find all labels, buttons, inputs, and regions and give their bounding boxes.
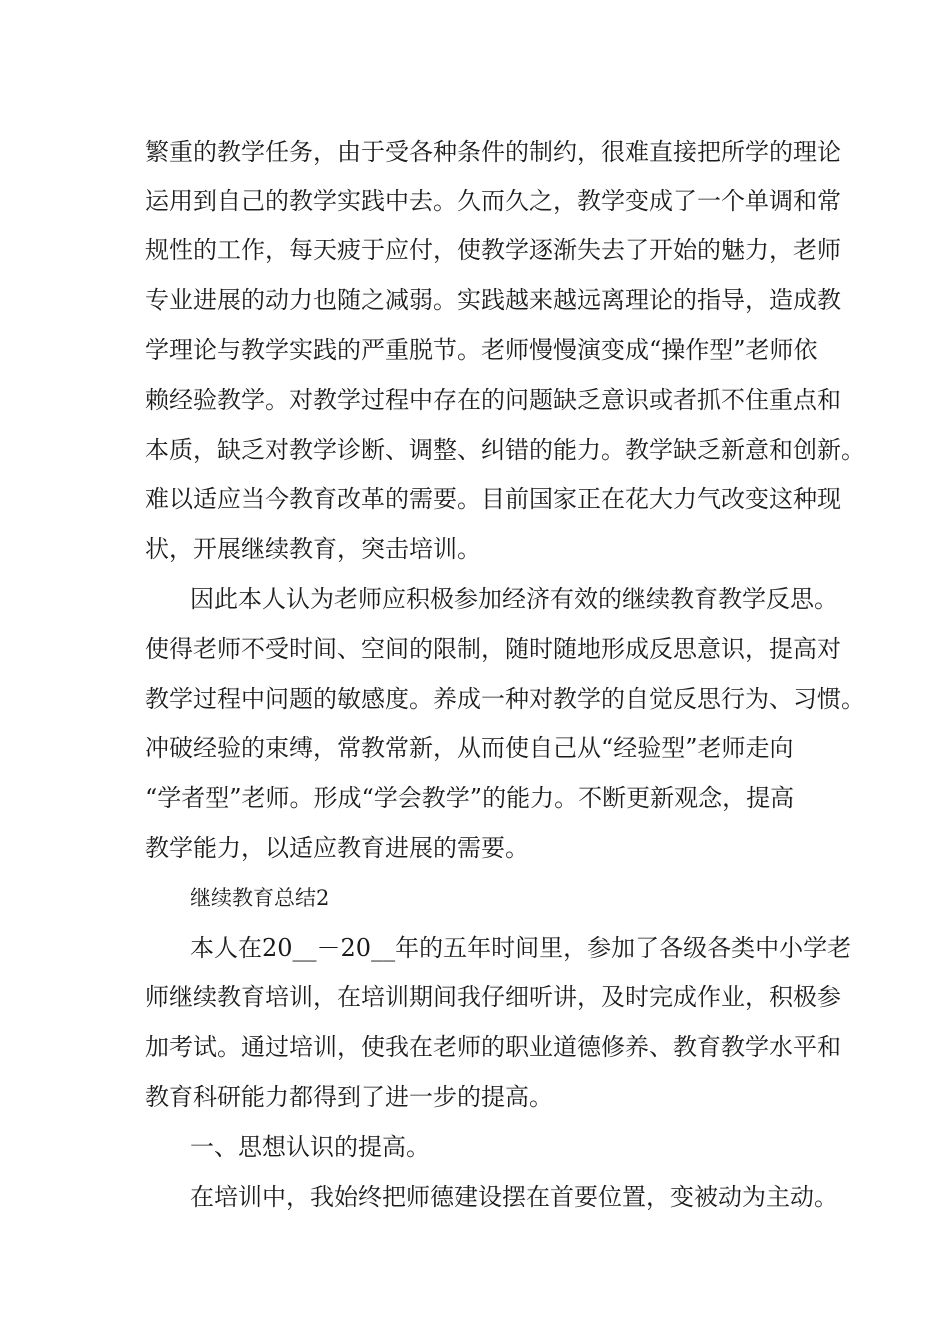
paragraph-line: 繁重的教学任务，由于受各种条件的制约，很难直接把所学的理论 [145, 138, 841, 166]
paragraph-line: 状，开展继续教育，突击培训。 [145, 535, 481, 563]
paragraph-line: 师继续教育培训，在培训期间我仔细听讲，及时完成作业，积极参 [145, 983, 841, 1011]
paragraph-line: 教学过程中问题的敏感度。养成一种对教学的自觉反思行为、习惯。 [145, 685, 865, 713]
paragraph-line: 专业进展的动力也随之减弱。实践越来越远离理论的指导，造成教 [145, 286, 841, 314]
paragraph-line: 本人在20__－20__年的五年时间里，参加了各级各类中小学老 [190, 934, 852, 962]
paragraph-line: 因此本人认为老师应积极参加经济有效的继续教育教学反思。 [190, 585, 838, 613]
paragraph-line: “学者型”老师。形成“学会教学”的能力。不断更新观念，提高 [145, 784, 795, 812]
paragraph-line: 学理论与教学实践的严重脱节。老师慢慢演变成“操作型”老师依 [145, 336, 818, 364]
paragraph-line: 加考试。通过培训，使我在老师的职业道德修养、教育教学水平和 [145, 1033, 841, 1061]
paragraph-line: 教学能力，以适应教育进展的需要。 [145, 834, 529, 862]
paragraph-line: 使得老师不受时间、空间的限制，随时随地形成反思意识，提高对 [145, 635, 841, 663]
paragraph-line: 教育科研能力都得到了进一步的提高。 [145, 1083, 553, 1111]
section-heading: 继续教育总结2 [190, 886, 330, 910]
paragraph-line: 冲破经验的束缚，常教常新，从而使自己从“经验型”老师走向 [145, 734, 794, 762]
paragraph-line: 在培训中，我始终把师德建设摆在首要位置，变被动为主动。 [190, 1183, 838, 1211]
paragraph-line: 难以适应当今教育改革的需要。目前国家正在花大力气改变这种现 [145, 485, 841, 513]
paragraph-line: 赖经验教学。对教学过程中存在的问题缺乏意识或者抓不住重点和 [145, 386, 841, 414]
paragraph-line: 运用到自己的教学实践中去。久而久之，教学变成了一个单调和常 [145, 187, 841, 215]
subsection-heading: 一、思想认识的提高。 [190, 1133, 430, 1161]
paragraph-line: 本质，缺乏对教学诊断、调整、纠错的能力。教学缺乏新意和创新。 [145, 436, 865, 464]
paragraph-line: 规性的工作，每天疲于应付，使教学逐渐失去了开始的魅力，老师 [145, 236, 841, 264]
